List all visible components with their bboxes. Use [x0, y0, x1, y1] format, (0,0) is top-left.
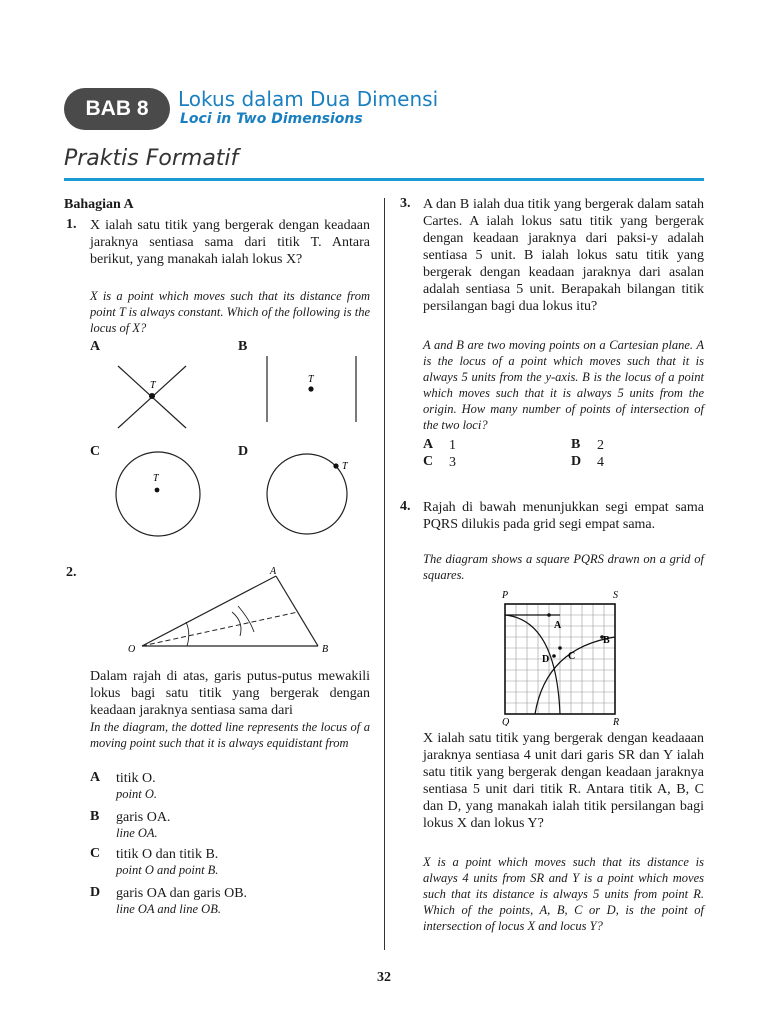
q4-label-b: B: [603, 635, 610, 646]
q3-number: 3.: [400, 196, 411, 211]
q2-diagram: [120, 562, 340, 662]
chapter-title: Lokus dalam Dua Dimensi: [178, 87, 439, 111]
heading-rule: [64, 178, 704, 181]
q2-option-c-label: C: [90, 846, 101, 861]
q2-label-a: A: [270, 566, 277, 577]
q1-option-d-label: D: [238, 444, 249, 459]
q2-option-c-ms: titik O dan titik B.: [116, 847, 219, 862]
q1-diagram-d: [262, 448, 362, 540]
q4-label-p: P: [502, 590, 509, 601]
q4-text-ms: X ialah satu titik yang bergerak dengan keadaaan jaraknya sentiasa 4 unit dari garis SR dan Y ialah satu titik yang bergerak dengan keadaan jaraknya sentiasa 5 unit dari titik R. Antara titik A, B, C dan D, yang manakah ialah titik persilangan bagi lokus X dan lokus Y?: [423, 731, 704, 831]
q2-label-o: O: [128, 644, 136, 655]
q2-option-b-label: B: [90, 809, 100, 824]
section-heading: Praktis Formatif: [64, 146, 239, 171]
q2-option-d-label: D: [90, 885, 101, 900]
q1-option-a-label: A: [90, 339, 101, 354]
q1-number: 1.: [66, 217, 77, 232]
q3-option-d-value: 4: [597, 455, 604, 470]
q1-d-point-label: T: [342, 461, 348, 472]
q3-option-b-value: 2: [597, 438, 604, 453]
q1-option-b-label: B: [238, 339, 248, 354]
q2-option-a-en: point O.: [116, 787, 157, 801]
q1-a-point-label: T: [150, 380, 156, 391]
q2-option-a-ms: titik O.: [116, 771, 156, 786]
q3-option-a-label: A: [423, 437, 434, 452]
q4-intro-en: The diagram shows a square PQRS drawn on a grid of squares.: [423, 552, 704, 582]
q4-number: 4.: [400, 499, 411, 514]
chapter-badge: BAB 8: [64, 88, 170, 130]
q3-option-a-value: 1: [449, 438, 456, 453]
q4-text-en: X is a point which moves such that its distance is always 4 units from SR and Y is a point which moves such that its distance is always 5 units from point R. Which of the points, A, B, C or D, is the point of intersection of locus X and locus Y?: [423, 855, 704, 933]
q2-option-b-ms: garis OA.: [116, 810, 171, 825]
q4-intro-ms: Rajah di bawah menunjukkan segi empat sama PQRS dilukis pada grid segi empat sama.: [423, 500, 704, 532]
q1-option-c-label: C: [90, 444, 101, 459]
q3-text-ms: A dan B ialah dua titik yang bergerak dalam satah Cartes. A ialah lokus satu titik yang bergerak dengan keadaan jaraknya dari paksi-y adalah sentiasa 5 unit. B ialah lokus satu titik yang bergerak dengan keadaan jaraknya dari asalan adalah sentiasa 5 unit. Berapakah bilangan titik persilangan bagi dua lokus itu?: [423, 197, 704, 314]
q1-c-point-label: T: [153, 473, 159, 484]
q4-label-d: D: [542, 654, 550, 665]
q4-label-q: Q: [502, 717, 510, 726]
column-divider: [384, 198, 385, 950]
q2-option-d-ms: garis OA dan garis OB.: [116, 886, 248, 901]
q2-text-ms: Dalam rajah di atas, garis putus-putus mewakili lokus bagi satu titik yang bergerak dengan keadaan jaraknya sentiasa sama dari: [90, 669, 370, 718]
chapter-subtitle: Loci in Two Dimensions: [180, 111, 363, 127]
q2-option-d-en: line OA and line OB.: [116, 902, 221, 916]
q4-label-a: A: [554, 620, 562, 631]
q1-b-point-label: T: [308, 374, 314, 385]
q3-option-b-label: B: [571, 437, 581, 452]
q1-text-ms: X ialah satu titik yang bergerak dengan keadaan jaraknya sentiasa sama dari titik T. Antara berikut, yang manakah ialah lokus X?: [90, 218, 370, 267]
q1-diagram-a: [110, 358, 200, 434]
q1-diagram-c: [112, 448, 208, 540]
q3-option-c-label: C: [423, 454, 434, 469]
q3-option-d-label: D: [571, 454, 582, 469]
q4-label-r: R: [613, 717, 620, 726]
q2-text-en: In the diagram, the dotted line represents the locus of a moving point such that it is always equidistant from: [90, 720, 370, 750]
q1-text-en: X is a point which moves such that its distance from point T is always constant. Which of the following is the locus of X?: [90, 289, 370, 335]
q2-number: 2.: [66, 565, 77, 580]
q2-label-b: B: [322, 644, 329, 655]
q2-option-c-en: point O and point B.: [116, 863, 219, 877]
part-heading: Bahagian A: [64, 197, 134, 212]
q3-text-en: A and B are two moving points on a Cartesian plane. A is the locus of a point which moves such that it is always 5 units from the y-axis. B is the locus of a point which moves such that it is always 5 units from the origin. How many number of points of intersection of the two loci?: [423, 338, 704, 432]
q4-label-c: C: [568, 651, 576, 662]
q3-option-c-value: 3: [449, 455, 456, 470]
q2-option-b-en: line OA.: [116, 826, 158, 840]
q2-option-a-label: A: [90, 770, 101, 785]
q4-label-s: S: [613, 590, 618, 601]
q4-grid-diagram: [496, 586, 632, 726]
page-number: 32: [377, 970, 391, 985]
q1-diagram-b: [255, 352, 365, 428]
q4-arc-left: [505, 615, 560, 714]
